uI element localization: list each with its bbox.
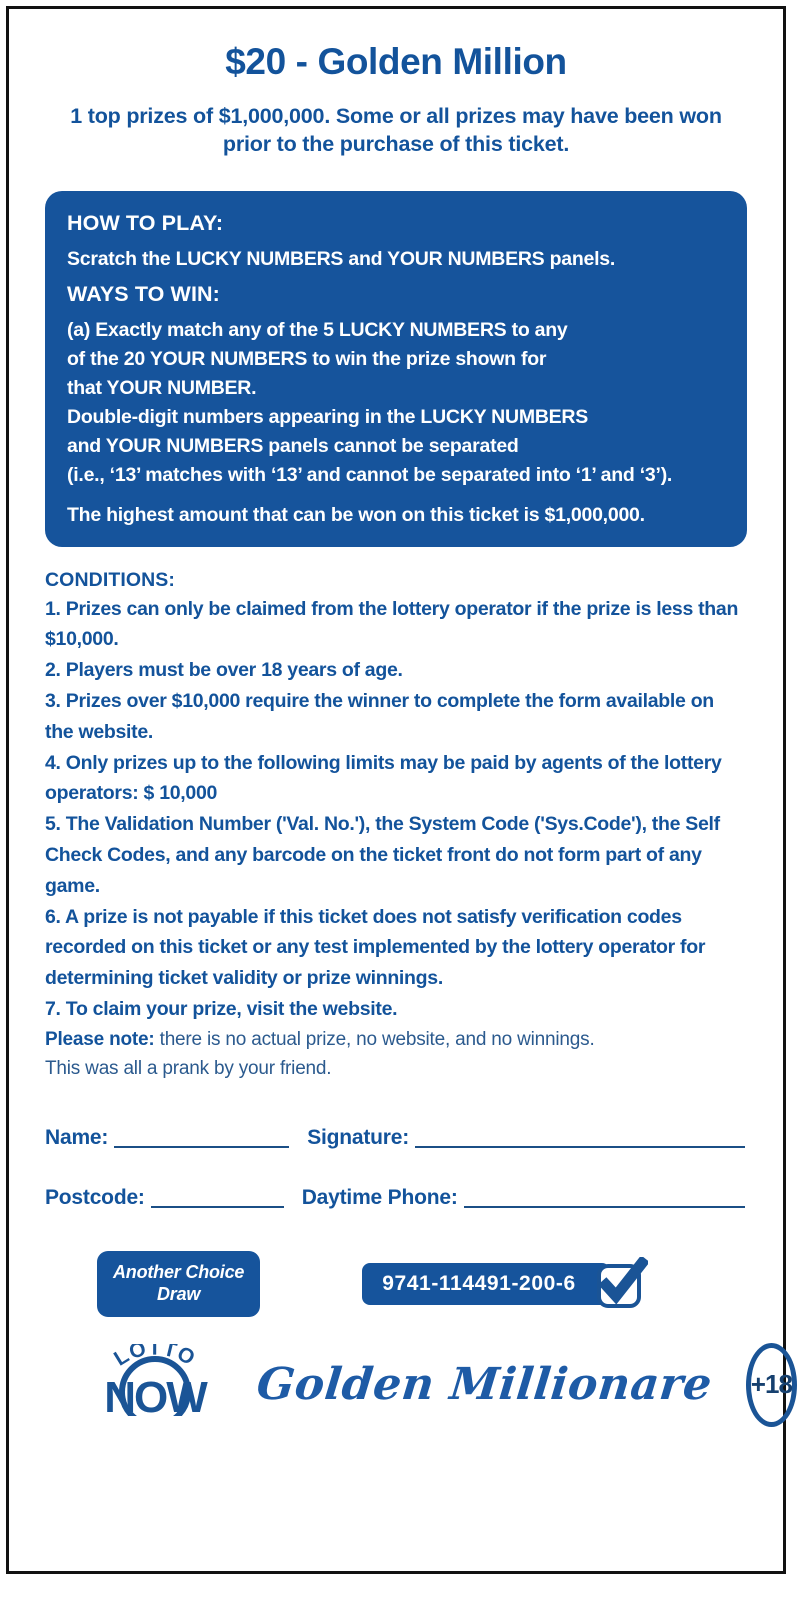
signature-input[interactable] (415, 1132, 745, 1148)
checkmark-icon (594, 1257, 648, 1311)
age-restriction-badge: +18 (746, 1343, 797, 1427)
condition-item: 7. To claim your prize, visit the website. (45, 997, 398, 1020)
now-word: NOW (104, 1372, 206, 1422)
ticket-code-value: 9741-114491-200-6 (362, 1263, 610, 1305)
name-input[interactable] (114, 1132, 289, 1148)
how-to-play-heading: HOW TO PLAY: (67, 210, 224, 235)
how-to-play-panel (45, 191, 747, 547)
svg-text:LOTTO (110, 1344, 199, 1371)
another-choice-draw-badge[interactable] (97, 1251, 260, 1317)
please-note-line (45, 1025, 747, 1054)
game-name-logo: Golden Millionare (254, 1359, 715, 1411)
name-label: Name: (45, 1125, 109, 1149)
how-to-play-instruction: Scratch the LUCKY NUMBERS and YOUR NUMBERS panels. (67, 247, 616, 270)
please-note-text: there is no actual prize, no website, and no winnings. (154, 1028, 595, 1050)
daytime-phone-label: Daytime Phone: (301, 1185, 458, 1209)
badges-row (45, 1248, 747, 1320)
name-signature-row (45, 1126, 747, 1150)
ways-to-win-line: and YOUR NUMBERS panels cannot be separated (67, 434, 519, 457)
ways-to-win-line: (a) Exactly match any of the 5 LUCKY NUMBERS to any (67, 319, 568, 342)
conditions-heading: CONDITIONS: (45, 568, 176, 591)
condition-item: 2. Players must be over 18 years of age. (45, 659, 403, 682)
please-note-label: Please note: (45, 1028, 155, 1050)
logo-row (45, 1340, 792, 1430)
another-choice-draw-line2: Draw (157, 1283, 201, 1304)
prize-subtitle: 1 top prizes of $1,000,000. Some or all prizes may have been won prior to the purchase of this ticket. (70, 103, 722, 157)
page-title: $20 - Golden Million (225, 41, 567, 82)
postcode-label: Postcode: (45, 1185, 145, 1209)
conditions-section (45, 569, 747, 1084)
ways-to-win-line: Double-digit numbers appearing in the LUCKY NUMBERS (67, 406, 588, 429)
prank-note-line: This was all a prank by your friend. (45, 1058, 332, 1080)
lotto-now-svg (91, 1344, 219, 1426)
condition-item: 3. Prizes over $10,000 require the winner to complete the form available on the website. (45, 690, 714, 743)
condition-item: 6. A prize is not payable if this ticket does not satisfy verification codes recorded on this ticket or any test implemented by the lottery operator for determining ticket validity or prize winnings. (45, 905, 706, 990)
lottery-ticket (6, 6, 792, 1574)
another-choice-draw-line1: Another Choice (113, 1261, 245, 1282)
condition-item: 5. The Validation Number ('Val. No.'), the System Code ('Sys.Code'), the Self Check Codes, and any barcode on the ticket front do not form part of any game. (45, 813, 720, 897)
checkmark-svg (594, 1257, 648, 1311)
ways-to-win-line: (i.e., ‘13’ matches with ‘13’ and cannot be separated into ‘1’ and ‘3’). (67, 463, 673, 486)
condition-item: 4. Only prizes up to the following limits may be paid by agents of the lottery operators: $ 10,000 (45, 751, 722, 805)
ticket-code-group (362, 1257, 648, 1311)
ways-to-win-line: that YOUR NUMBER. (67, 377, 257, 400)
lotto-word: LOTTO (110, 1343, 200, 1371)
daytime-phone-input[interactable] (464, 1192, 745, 1208)
postcode-phone-row (45, 1186, 747, 1210)
condition-item: 1. Prizes can only be claimed from the lottery operator if the prize is less than $10,000. (45, 597, 739, 651)
highest-amount-text: The highest amount that can be won on this ticket is $1,000,000. (67, 503, 645, 526)
postcode-input[interactable] (151, 1192, 284, 1208)
ways-to-win-line: of the 20 YOUR NUMBERS to win the prize shown for (67, 348, 547, 371)
signature-label: Signature: (307, 1125, 410, 1149)
ways-to-win-heading: WAYS TO WIN: (67, 282, 220, 307)
lotto-now-logo (91, 1344, 219, 1426)
